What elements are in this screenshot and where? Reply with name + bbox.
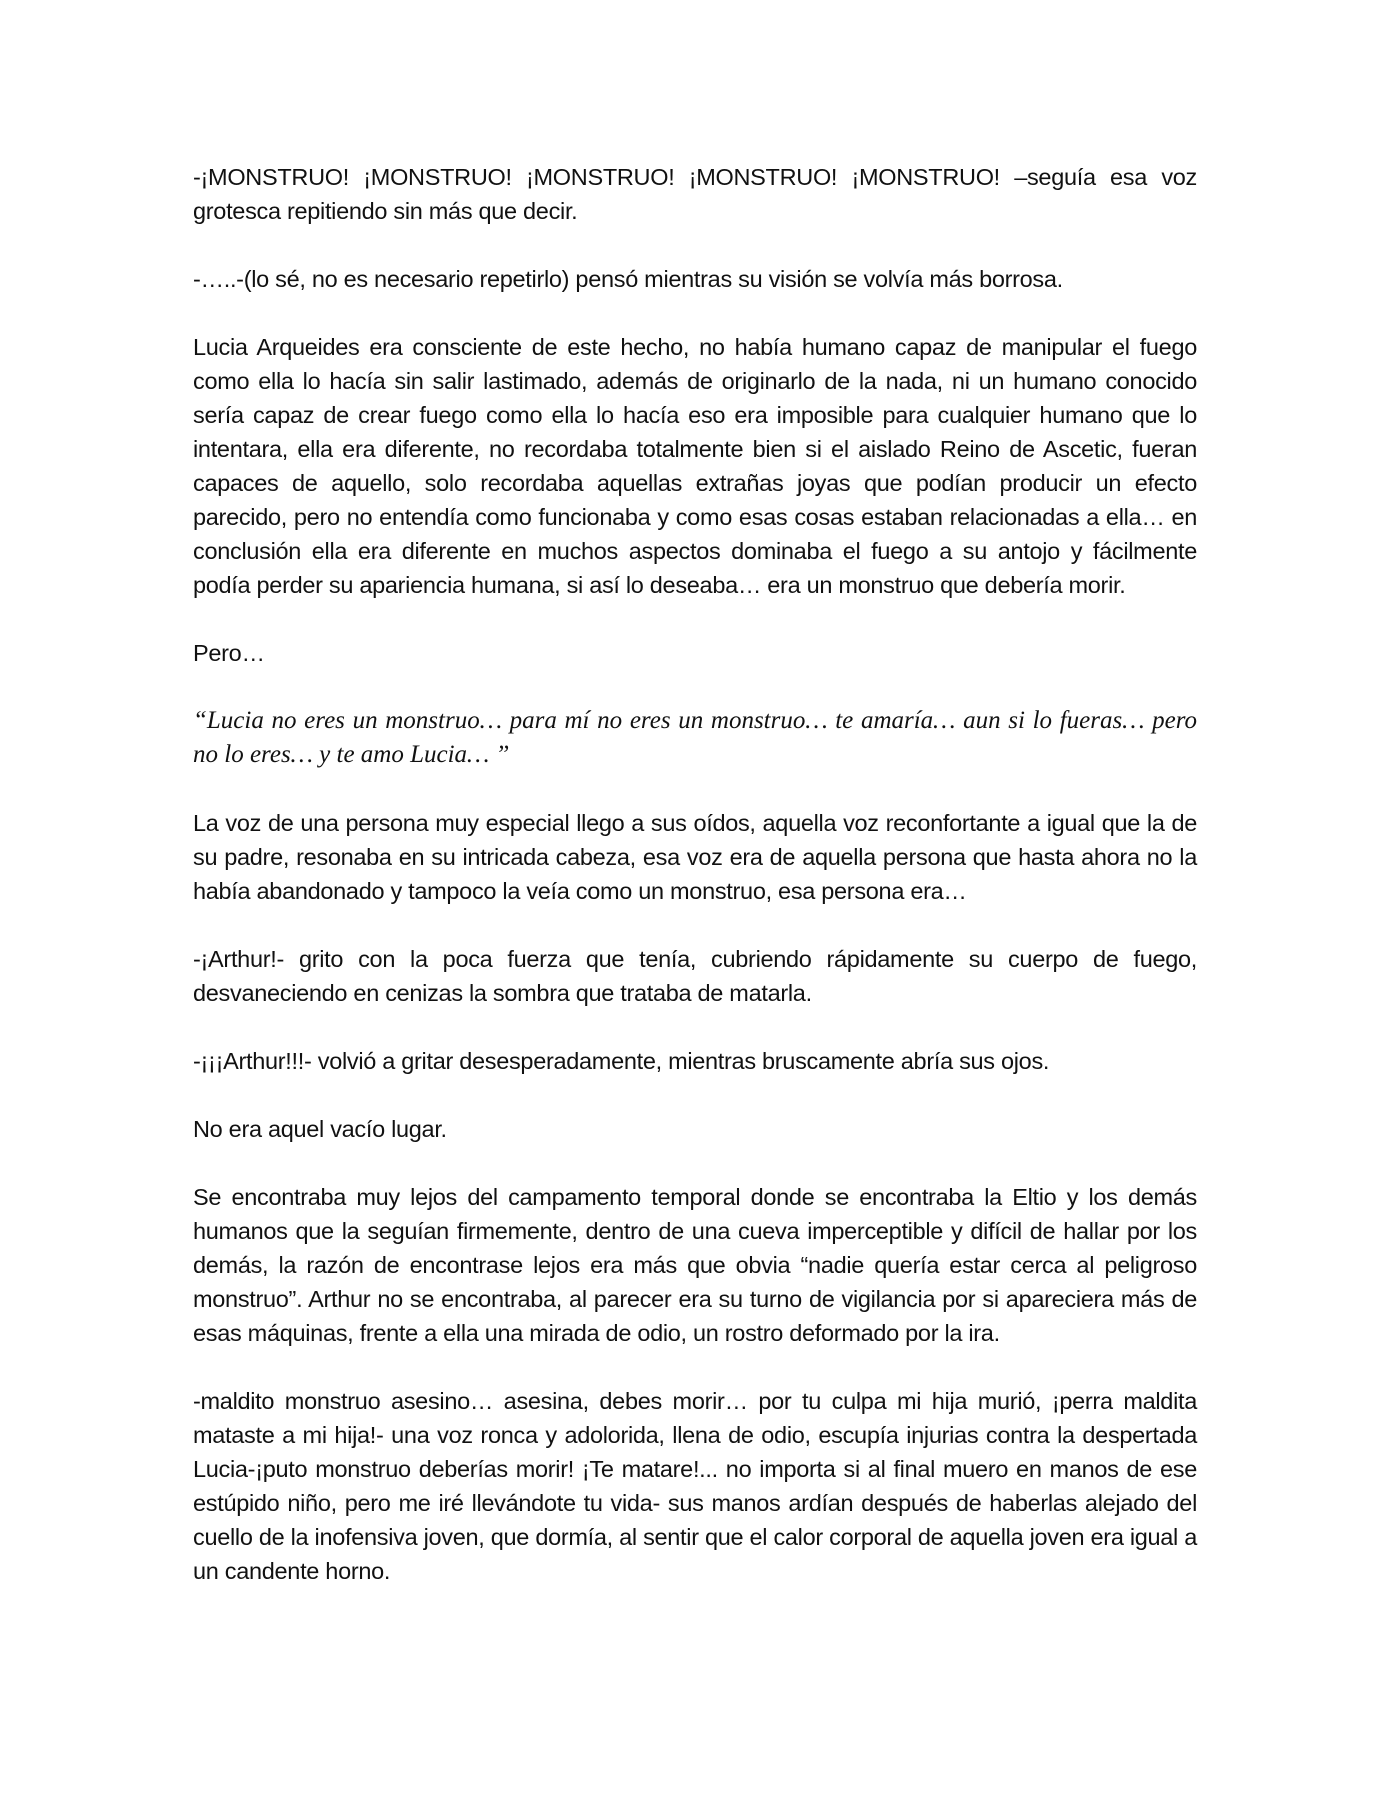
paragraph-quote-italic: “Lucia no eres un monstruo… para mí no eres un monstruo… te amaría… aun si lo fueras… pero no lo eres… y te amo Lucia… ” [193,707,1197,768]
paragraph-arthur-shout: -¡Arthur!- grito con la poca fuerza que tenía, cubriendo rápidamente su cuerpo de fuego, desvaneciendo en cenizas la sombra que trataba de matarla. [193,946,1197,1006]
paragraph-special-voice: La voz de una persona muy especial llego a sus oídos, aquella voz reconfortante a igual que la de su padre, resonaba en su intricada cabeza, esa voz era de aquella persona que hasta ahora no la había abandonado y tampoco la veía como un monstruo, esa persona era… [193,810,1197,904]
paragraph-lucia-description: Lucia Arqueides era consciente de este hecho, no había humano capaz de manipular el fuego como ella lo hacía sin salir lastimado, además de originarlo de la nada, ni un humano conocido sería capaz de crear fuego como ella lo hacía eso era imposible para cualquier humano que lo intentara, ella era diferente, no recordaba totalmente bien si el aislado Reino de Ascetic, fueran capaces de aquello, solo recordaba aquellas extrañas joyas que podían producir un efecto parecido, pero no entendía como funcionaba y como esas cosas estaban relacionadas a ella… en conclusión ella era diferente en muchos aspectos dominaba el fuego a su antojo y fácilmente podía perder su apariencia humana, si así lo deseaba… era un monstruo que debería morir. [193,334,1197,598]
paragraph-cave-location: Se encontraba muy lejos del campamento temporal donde se encontraba la Eltio y los demás humanos que la seguían firmemente, dentro de una cueva imperceptible y difícil de hallar por los demás, la razón de encontrase lejos era más que obvia “nadie quería estar cerca al peligroso monstruo”. Arthur no se encontraba, al parecer era su turno de vigilancia por si apareciera más de esas máquinas, frente a ella una mirada de odio, un rostro deformado por la ira. [193,1184,1197,1346]
paragraph-hoarse-voice: -maldito monstruo asesino… asesina, debes morir… por tu culpa mi hija murió, ¡perra maldita mataste a mi hija!- una voz ronca y adolorida, llena de odio, escupía injurias contra la despertada Lucia-¡puto monstruo deberías morir! ¡Te matare!... no importa si al final muero en manos de ese estúpido niño, pero me iré llevándote tu vida- sus manos ardían después de haberlas alejado del cuello de la inofensiva joven, que dormía, al sentir que el calor corporal de aquella joven era igual a un candente horno. [193,1388,1197,1584]
paragraph-arthur-shout-again: -¡¡¡Arthur!!!- volvió a gritar desesperadamente, mientras bruscamente abría sus ojos. [193,1048,1050,1074]
paragraph-monstruo-shout: -¡MONSTRUO! ¡MONSTRUO! ¡MONSTRUO! ¡MONSTRUO! ¡MONSTRUO! –seguía esa voz grotesca repitiendo sin más que decir. [193,164,1197,224]
document-page [193,160,1197,1622]
paragraph-thought: -…..-(lo sé, no es necesario repetirlo) pensó mientras su visión se volvía más borrosa. [193,266,1063,292]
paragraph-empty-place: No era aquel vacío lugar. [193,1116,447,1142]
paragraph-pero: Pero… [193,640,265,666]
